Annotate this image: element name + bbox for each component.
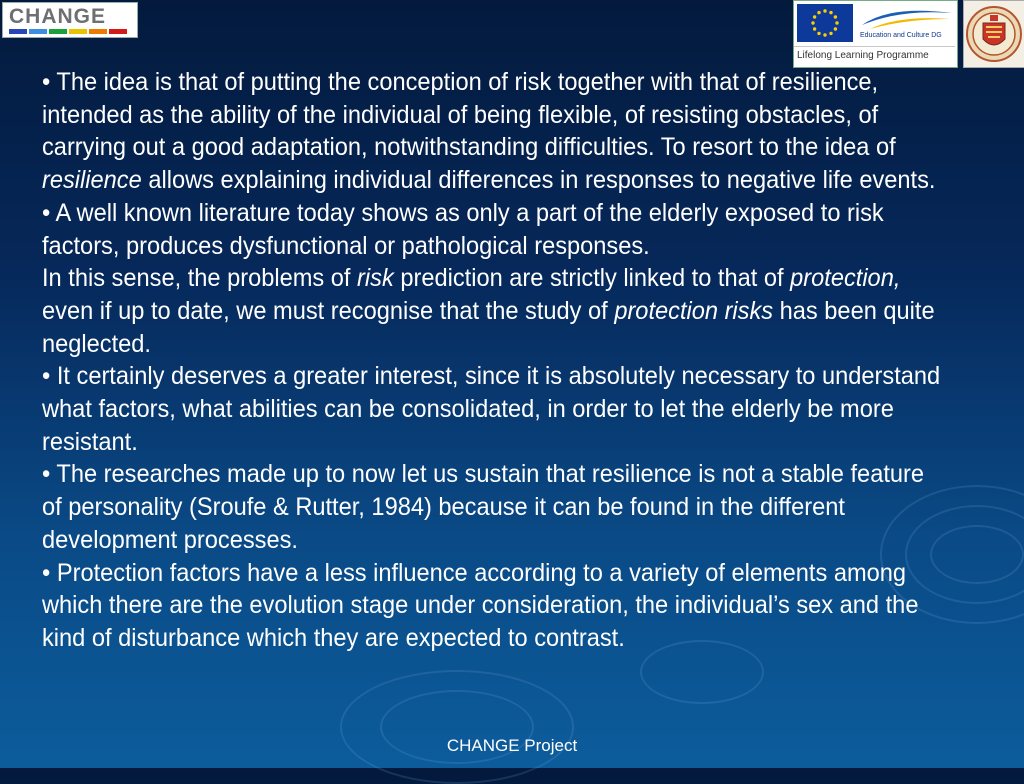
text-run: • It certainly deserves a greater interest, since it is absolutely necessary to understand what factors, what abilities can be consolidated, in order to let the elderly be more resistant.: [42, 362, 941, 456]
university-seal-icon: [963, 0, 1024, 68]
body-paragraph: [42, 360, 944, 458]
change-logo-bar: [49, 29, 67, 34]
text-run: • Protection factors have a less influence according to a variety of elements among which there are the evolution stage under consideration, the individual’s sex and the kind of disturbance which they are expected to contrast.: [42, 558, 919, 652]
text-run: prediction are strictly linked to that of: [393, 264, 791, 293]
eu-dg-label: Education and Culture DG: [860, 32, 942, 39]
italic-term: protection risks: [614, 296, 774, 325]
italic-term: resilience: [42, 166, 142, 195]
italic-term: risk: [357, 264, 394, 293]
body-paragraph: [42, 557, 944, 655]
change-logo-bar: [9, 29, 27, 34]
body-paragraph: [42, 262, 944, 360]
text-run: has been quite neglected.: [42, 296, 935, 358]
change-logo-bar: [69, 29, 87, 34]
slide-body-text: [42, 66, 944, 655]
change-logo-text: CHANGE: [9, 5, 107, 28]
eu-swoosh-icon: [860, 3, 954, 33]
body-paragraph: [42, 458, 944, 556]
eu-flag-icon: [797, 4, 853, 42]
change-logo-bar: [89, 29, 107, 34]
change-logo-bar: [29, 29, 47, 34]
text-run: even if up to date, we must recognise that the study of: [42, 296, 615, 325]
text-run: • The researches made up to now let us sustain that resilience is not a stable feature of personality (Sroufe & Rutter, 1984) because it can be found in the different development processes.: [42, 460, 925, 554]
text-run: • The idea is that of putting the conception of risk together with that of resilience, intended as the ability of the individual of being flexible, of resisting obstacles, of carrying out a good adaptation, notwithstanding difficulties. To resort to the idea of: [42, 68, 896, 162]
change-logo-bar: [109, 29, 127, 34]
change-logo-color-bars: [9, 29, 127, 34]
body-paragraph: [42, 197, 944, 262]
text-run: In this sense, the problems of: [42, 264, 358, 293]
footer-project-label: CHANGE Project: [446, 736, 578, 755]
change-logo: [2, 2, 138, 38]
body-paragraph: [42, 66, 944, 197]
text-run: • A well known literature today shows as only a part of the elderly exposed to risk factors, produces dysfunctional or pathological responses.: [42, 198, 884, 260]
italic-term: protection,: [790, 264, 901, 293]
eu-programme-label: Lifelong Learning Programme: [794, 46, 955, 61]
text-run: allows explaining individual differences in responses to negative life events.: [141, 166, 936, 195]
eu-lifelong-learning-logo: [793, 0, 958, 68]
